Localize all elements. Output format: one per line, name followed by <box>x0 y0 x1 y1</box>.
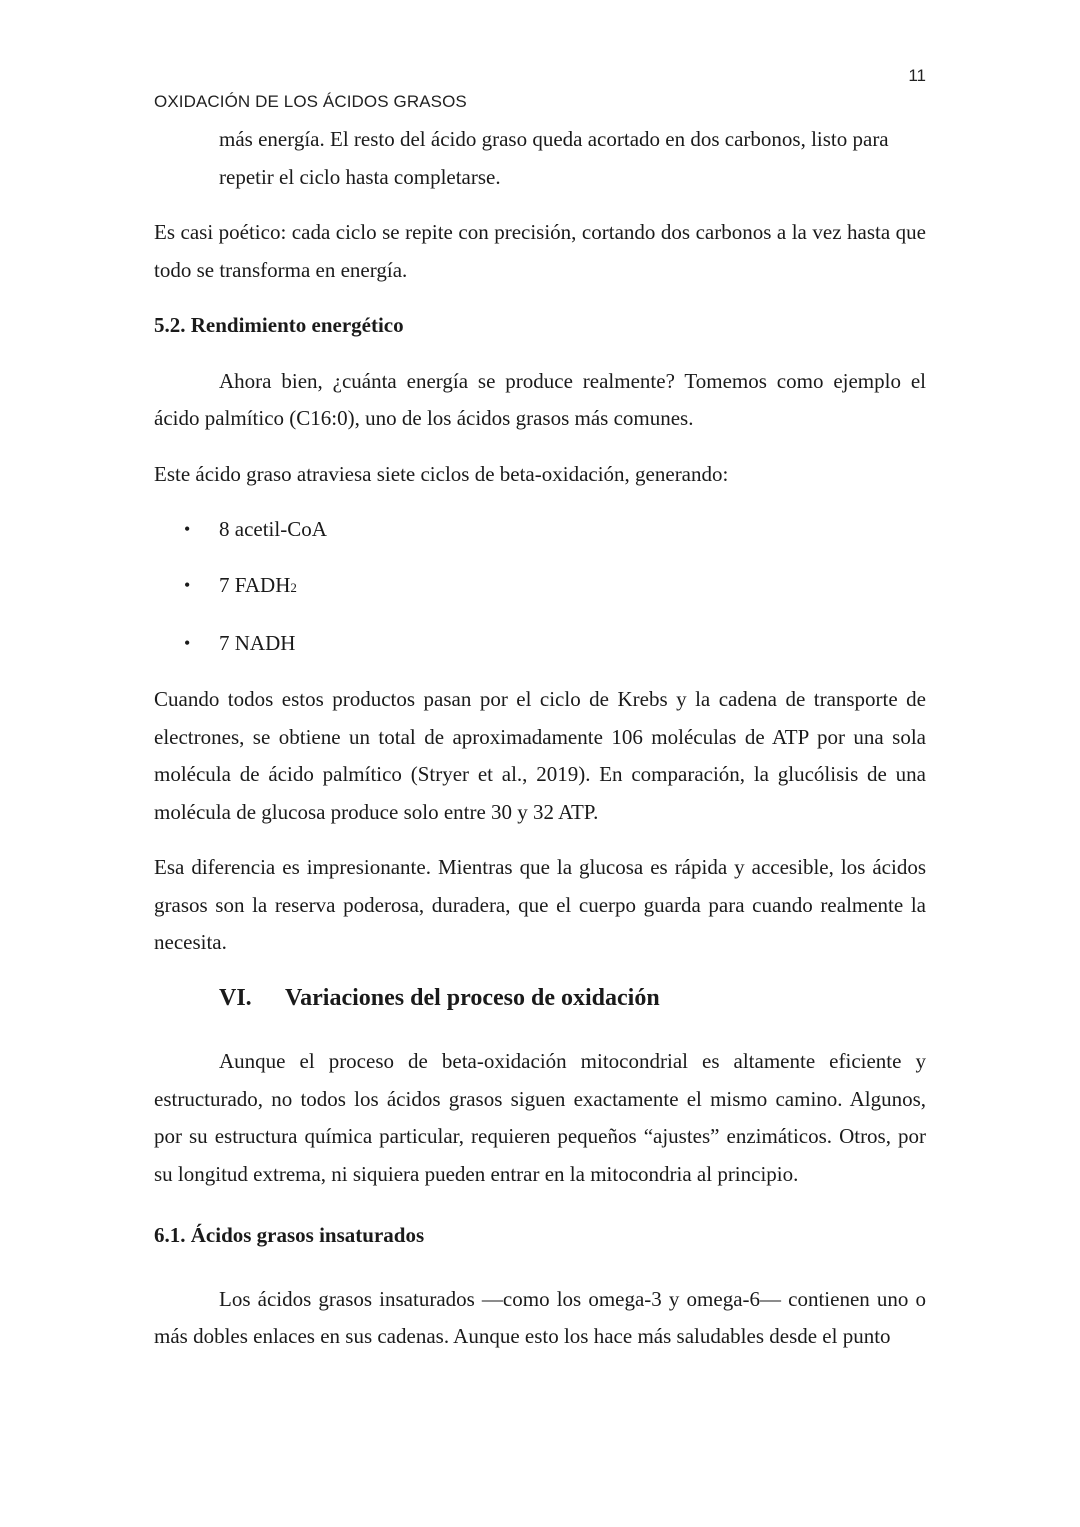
list-item <box>154 511 926 549</box>
section-heading-5-2: 5.2. Rendimiento energético <box>154 313 404 337</box>
subscript: 2 <box>290 580 297 595</box>
paragraph-variations: Aunque el proceso de beta-oxidación mitocondrial es altamente eficiente y estructurado, no todos los ácidos grasos siguen exactamente el mismo camino. Algunos, por su estructura química particular, requieren pequeños “ajustes” enzimáticos. Otros, por su longitud extrema, ni siquiera pueden entrar en la mitocondria al principio. <box>154 1049 926 1186</box>
products-list <box>154 511 926 663</box>
chapter-title: Variaciones del proceso de oxidación <box>285 984 660 1011</box>
bullet-icon: • <box>184 633 191 653</box>
bullet-icon: • <box>184 575 191 595</box>
paragraph-continuation: más energía. El resto del ácido graso queda acortado en dos carbonos, listo para repetir el ciclo hasta completarse. <box>219 127 889 189</box>
page-number: 11 <box>908 66 926 85</box>
paragraph-energy-question: Ahora bien, ¿cuánta energía se produce realmente? Tomemos como ejemplo el ácido palmítico (C16:0), uno de los ácidos grasos más comunes. <box>154 368 926 430</box>
paragraph-difference: Esa diferencia es impresionante. Mientras que la glucosa es rápida y accesible, los ácidos grasos son la reserva poderosa, duradera, que el cuerpo guarda para cuando realmente la necesita. <box>154 855 926 954</box>
bullet-icon: • <box>184 519 191 539</box>
list-item <box>154 625 926 663</box>
paragraph-atp-yield: Cuando todos estos productos pasan por el ciclo de Krebs y la cadena de transporte de electrones, se obtiene un total de aproximadamente 106 moléculas de ATP por una sola molécula de ácido palmítico (Stryer et al., 2019). En comparación, la glucólisis de una molécula de glucosa produce solo entre 30 y 32 ATP. <box>154 687 926 824</box>
list-item-text: 7 NADH <box>219 631 296 655</box>
section-heading-6-1: 6.1. Ácidos grasos insaturados <box>154 1223 425 1247</box>
paragraph-cycles: Este ácido graso atraviesa siete ciclos de beta-oxidación, generando: <box>154 461 729 486</box>
chapter-heading <box>219 980 926 1018</box>
list-item-text: 7 FADH <box>219 573 291 597</box>
paragraph-unsaturated: Los ácidos grasos insaturados —como los omega-3 y omega-6— contienen uno o más dobles enlaces en sus cadenas. Aunque esto los hace más saludables desde el punto <box>154 1286 926 1348</box>
running-title: OXIDACIÓN DE LOS ÁCIDOS GRASOS <box>154 92 467 111</box>
list-item <box>154 567 926 607</box>
chapter-number: VI. <box>219 984 252 1011</box>
list-item-text: 8 acetil-CoA <box>219 517 327 541</box>
page-body <box>154 121 926 1374</box>
paragraph-poetic: Es casi poético: cada ciclo se repite con precisión, cortando dos carbonos a la vez hasta que todo se transforma en energía. <box>154 220 926 282</box>
